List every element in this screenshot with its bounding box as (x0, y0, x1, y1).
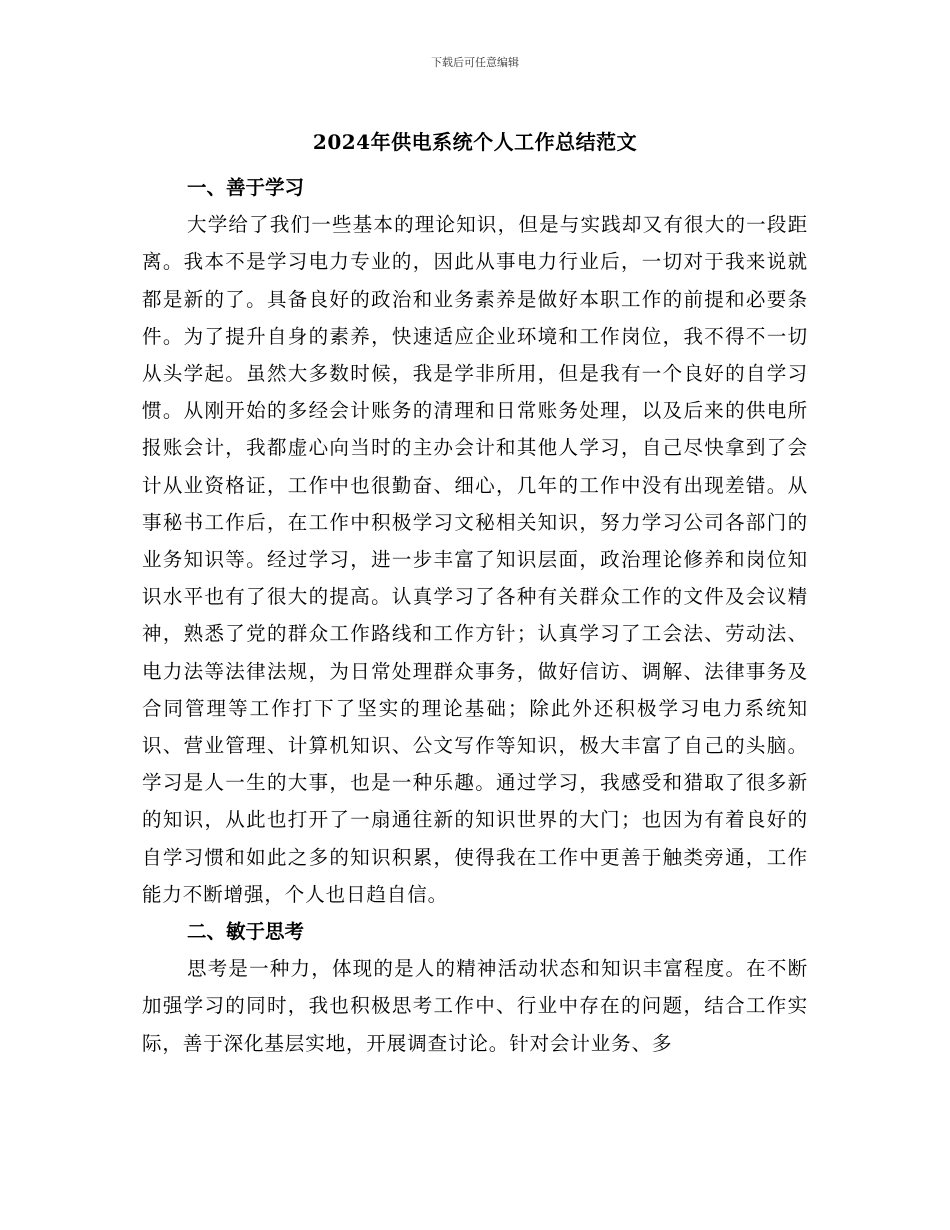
document-body (142, 169, 808, 1062)
section-paragraph-thinking: 思考是一种力，体现的是人的精神活动状态和知识丰富程度。在不断加强学习的同时，我也积极思考工作中、行业中存在的问题，结合工作实际，善于深化基层实地，开展调查讨论。针对会计业务、多 (142, 957, 808, 1055)
page-header-note: 下载后可任意编辑 (431, 56, 519, 69)
section-paragraph-learning: 大学给了我们一些基本的理论知识，但是与实践却又有很大的一段距离。我本不是学习电力专业的，因此从事电力行业后，一切对于我来说就都是新的了。具备良好的政治和业务素养是做好本职工作的前提和必要条件。为了提升自身的素养，快速适应企业环境和工作岗位，我不得不一切从头学起。虽然大多数时候，我是学非所用，但是我有一个良好的自学习惯。从刚开始的多经会计账务的清理和日常账务处理，以及后来的供电所报账会计，我都虚心向当时的主办会计和其他人学习，自己尽快拿到了会计从业资格证，工作中也很勤奋、细心，几年的工作中没有出现差错。从事秘书工作后，在工作中积极学习文秘相关知识，努力学习公司各部门的业务知识等。经过学习，进一步丰富了知识层面，政治理论修养和岗位知识水平也有了很大的提高。认真学习了各种有关群众工作的文件及会议精神，熟悉了党的群众工作路线和工作方针；认真学习了工会法、劳动法、电力法等法律法规，为日常处理群众事务，做好信访、调解、法律事务及合同管理等工作打下了坚实的理论基础；除此外还积极学习电力系统知识、营业管理、计算机知识、公文写作等知识，极大丰富了自己的头脑。学习是人一生的大事，也是一种乐趣。通过学习，我感受和猎取了很多新的知识，从此也打开了一扇通往新的知识世界的大门；也因为有着良好的自学习惯和如此之多的知识积累，使得我在工作中更善于触类旁通，工作能力不断增强，个人也日趋自信。 (142, 213, 808, 906)
document-title: 2024年供电系统个人工作总结范文 (312, 130, 638, 154)
section-heading-thinking: 二、敏于思考 (187, 920, 305, 944)
section-heading-learning: 一、善于学习 (187, 176, 305, 199)
